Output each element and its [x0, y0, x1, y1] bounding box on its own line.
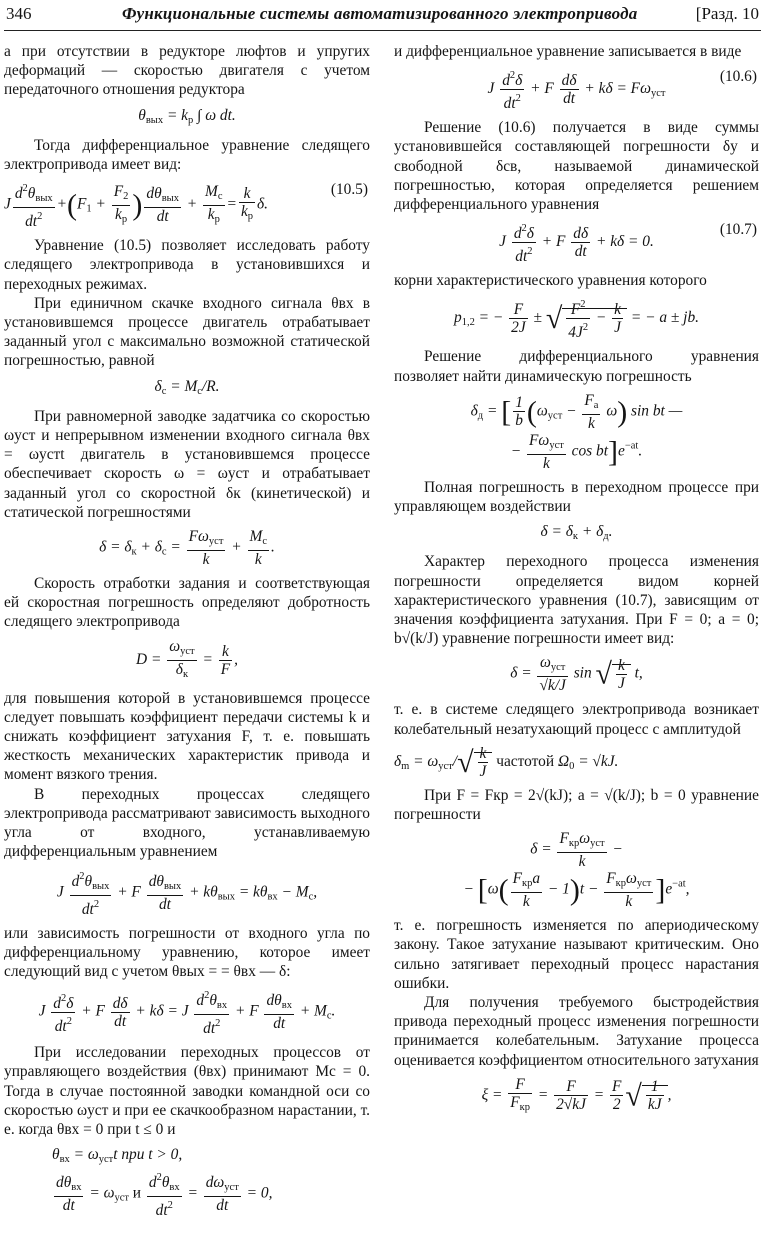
formula-amplitude: $\delta_m = \omega_{уст}/√$ $\frac{k}{J}$ частотой $\Omega_0 = √kJ$.: [394, 744, 619, 780]
paragraph: для повышения которой в установившемся процессе следует повышать коэффициент передачи системы k и снижать коэффициент затухания F, т. е. повышать жесткость механических характеристик привода и момент вязкого трения.: [4, 689, 370, 784]
paragraph: т. е. в системе следящего электропривода возникает колебательный незатухающий процесс с амплитудой: [394, 701, 759, 738]
paragraph: Для получения требуемого быстродействия привода переходный процесс изменения погрешности принимается колебательным. Затухание процесса оценивается коэффициентом относительного затухания: [394, 994, 759, 1069]
formula-static-error: $\delta_с = M_с/R$.: [154, 377, 220, 397]
formula-input: $\theta_{вх} = \omega_{уст}t$ при t > 0, $\frac{d\theta_{вх}}{dt}$ = $\omega_{уст}$ и $\frac{d^2\theta_{вх}}{dt^2}$ = $\frac{d\omega_{уст}}{dt}$ = 0,: [52, 1146, 273, 1220]
formula-undamped: δ = $\frac{\omega_{уст}}{√k/J}$ sin √ $\frac{k}{J}$ t,: [510, 654, 643, 695]
paragraph: а при отсутствии в редукторе люфтов и упругих деформаций — скоростью двигателя с учетом передаточного отношения редуктора: [4, 43, 370, 99]
formula-damping-ratio: ξ = $\frac{F}{F_{кр}}$ = $\frac{F}{2√kJ}$ = $\frac{F}{2}$ √ $\frac{1}{kJ}$ ,: [481, 1075, 672, 1114]
formula-output-angle: J $\frac{d^2\theta_{вых}}{dt^2}$ + F $\frac{d\theta_{вых}}{dt}$ + $k\theta_{вых} = k\theta_{вх} - M_с$,: [4, 868, 370, 918]
paragraph: и дифференциальное уравнение записывается в виде: [394, 43, 742, 60]
paragraph: Уравнение (10.5) позволяет исследовать работу следящего электропривода в установившихся и переходных режимах.: [4, 237, 370, 293]
paragraph: Решение дифференциального уравнения позволяет найти динамическую погрешность: [394, 348, 759, 385]
formula-10-5: J $\frac{d^2\theta_{вых}}{dt^2}$ $+(F_1$ + $\frac{F_2}{k_р}$ ) $\frac{d\theta_{вых}}{dt}$ + $\frac{M_с}{k_р}$ = $\frac{k}{k_р}$ δ. (10.5): [4, 181, 368, 231]
right-column: [394, 42, 759, 1122]
formula-full-error: $\delta = \delta_к + \delta_д$.: [540, 523, 613, 543]
left-column: [4, 42, 370, 1225]
paragraph: Характер переходного процесса изменения погрешности определяется видом корней характеристического уравнения (10.7), зависящим от значения коэффициента затухания. При F = 0; a = 0; b√(k/J) уравнение погрешности имеет вид:: [394, 553, 759, 648]
formula-10-6: J $\frac{d^2\delta}{dt^2}$ + F $\frac{d\delta}{dt}$ + $k\delta = F\omega_{уст}$ (10.6): [487, 68, 757, 113]
formula-theta-out: $\theta_{вых} = k_р$ ∫ ω dt.: [138, 106, 236, 126]
paragraph: т. е. погрешность изменяется по апериодическому закону. Такое затухание называют критическим. Оно сильно затягивает переходный процесс нарастания ошибки.: [394, 917, 759, 992]
formula-error-de: J $\frac{d^2\delta}{dt^2}$ + F $\frac{d\delta}{dt}$ + kδ = J $\frac{d^2\theta_{вх}}{dt^2}$ + F $\frac{d\theta_{вх}}{dt}$ + $M_с$.: [4, 987, 370, 1037]
equation-number: (10.7): [719, 221, 757, 239]
paragraph: В переходных процессах следящего электропривода рассматривают зависимость выходного угла от входного, устанавливаемую дифференциальным уравнением: [4, 785, 370, 861]
paragraph: частотой: [496, 752, 555, 770]
paragraph: Тогда дифференциальное уравнение следящего электропривода имеет вид:: [4, 136, 370, 174]
formula-roots: $p_{1,2}$ = − $\frac{F}{2J}$ ± √ $\frac{F^2}{4J^2}$ − $\frac{k}{J}$ = − a ± jb.: [394, 296, 759, 341]
paragraph: При F = Fкр = 2√(kJ); a = √(k/J); b = 0 уравнение погрешности: [394, 786, 759, 824]
formula-dynamic-error: $\delta_д$ = [ $\frac{1}{b}$ ($\omega_{уст}$ − $\frac{F_a}{k}$ ω) sin bt — − $\frac{F\omega_{уст}}{k}$ $\cos bt]e^{-at}$.: [470, 391, 683, 472]
conjunction: и: [132, 1184, 142, 1202]
paragraph: Решение (10.6) получается в виде суммы установившейся составляющей погрешности δу и свободной δсв, называемой динамической погрешностью, которая определяется решением дифференциального уравнения: [394, 119, 759, 214]
formula-total-error: $\delta = \delta_к + \delta_с$ = $\frac{F\omega_{уст}}{k}$ + $\frac{M_с}{k}$ .: [99, 528, 275, 569]
formula-quality-factor: D = $\frac{\omega_{уст}}{\delta_к}$ = $\frac{k}{F}$ ,: [136, 637, 238, 680]
equation-number: (10.6): [719, 68, 757, 86]
equation-number: (10.5): [330, 181, 368, 199]
paragraph: При равномерной заводке задатчика со скоростью ωуст и непрерывном изменении входного сигнала θвх = ωустt двигатель в установившемся процессе обеспечивает скорость ω = ωуст и отрабатывает заданный угол со скоростной δк (кинетической) и статической погрешностями: [4, 407, 370, 521]
running-title: Функциональные системы автоматизированного электропривода: [122, 4, 638, 23]
paragraph: Скорость отработки задания и соответствующая ей скоростная погрешность определяют добротность следящего электропривода: [4, 575, 370, 631]
paragraph: При исследовании переходных процессов от управляющего воздействия (θвх) принимают Mс = 0. Тогда в случае постоянной заводки командной оси со скоростью ωуст и при ее скачкообразном нарастании, т. е. когда θвх = 0 при t ≤ 0 и: [4, 1044, 370, 1138]
page-number: 346: [6, 4, 32, 23]
page-header: [4, 4, 761, 31]
paragraph: Полная погрешность в переходном процессе при управляющем воздействии: [394, 478, 759, 516]
paragraph: или зависимость погрешности от входного угла по дифференциальному уравнению, которое имеет следующий вид с учетом θвых = = θвх — δ:: [4, 924, 370, 980]
formula-10-7: J $\frac{d^2\delta}{dt^2}$ + F $\frac{d\delta}{dt}$ + kδ = 0. (10.7): [499, 221, 757, 266]
formula-critical: δ = $\frac{F_{кр}\omega_{уст}}{k}$ − − [ω( $\frac{F_{кр}a}{k}$ − 1)t − $\frac{F_{кр}\omega_{уст}}{k}$ ]$e^{-at}$,: [463, 830, 690, 911]
paragraph: корни характеристического уравнения которого: [394, 272, 707, 290]
paragraph: При единичном скачке входного сигнала θвх в установившемся процессе двигатель отрабатывает заданный угол с максимально возможной статической погрешностью, равной: [4, 294, 370, 370]
section-label: [Разд. 10: [695, 4, 759, 23]
